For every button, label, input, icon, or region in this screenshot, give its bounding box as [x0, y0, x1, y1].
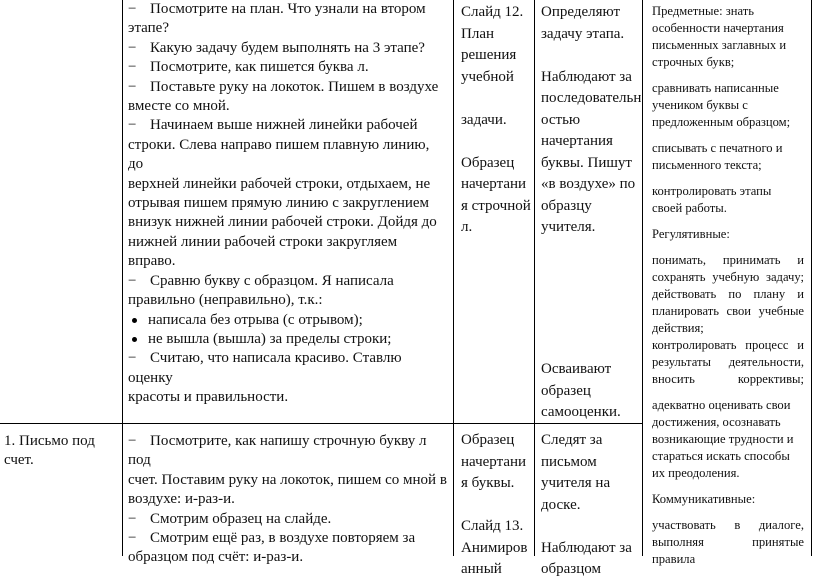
text-line [461, 88, 533, 110]
text-line: списывать с печатного и [652, 141, 783, 155]
text-line [128, 39, 448, 58]
text-line: письменных заглавных и [652, 38, 787, 52]
text-line: План [461, 25, 495, 42]
line-text: красоты и правильности. [128, 389, 289, 406]
line-text: Какую задачу будем выполнять на 3 этапе? [150, 39, 425, 56]
text-line: Определяют [541, 4, 621, 20]
text-line [128, 349, 448, 388]
line-text: образцом под счёт: и-раз-и. [128, 549, 304, 566]
line-text: Считаю, что написала красиво. Ставлю оценку [128, 350, 402, 386]
text-line [128, 78, 448, 97]
column-divider-4 [642, 0, 643, 556]
text-line: Образец [461, 432, 515, 448]
text-line: стараться искать способы [652, 449, 790, 463]
row2-materials [461, 430, 533, 581]
text-line [541, 516, 641, 538]
column-divider-5 [811, 0, 812, 556]
text-line: Следят за [541, 432, 603, 448]
text-line: действия; [652, 321, 704, 335]
text-line: задачи. [461, 111, 507, 128]
text-line [128, 233, 448, 272]
competency-block [652, 3, 804, 71]
line-text: Сравню букву с образцом. Я написала [150, 272, 394, 289]
text-line: контролировать процесс и [652, 338, 804, 352]
text-line: л. [461, 219, 473, 235]
text-line: учебной [461, 68, 514, 85]
text-line: Слайд 13. [461, 518, 524, 534]
line-text: Смотрим ещё раз, в воздухе повторяем за [150, 530, 416, 547]
line-text: Посмотрите, как пишется буква л. [150, 59, 369, 76]
text-line: Предметные: знать [652, 4, 754, 18]
competency-block [652, 183, 804, 217]
column-divider-2 [453, 0, 454, 556]
text-line [128, 136, 448, 175]
text-line: буквы. Пишут [541, 154, 632, 171]
line-text: Посмотрите, как напишу строчную букву л под [128, 433, 427, 469]
text-line: образец [541, 382, 591, 399]
line-text: написала без отрыва (с отрывом); [148, 311, 363, 328]
competency-block [652, 80, 804, 131]
line-text: Смотрим образец на слайде. [150, 510, 332, 527]
text-line [128, 548, 448, 567]
text-line: последовательн [541, 90, 641, 106]
text-line: Образец [461, 154, 515, 171]
text-line: планировать свои учебные [652, 304, 804, 318]
column-divider-1 [122, 0, 123, 556]
text-line [128, 0, 448, 19]
competency-block [652, 140, 804, 174]
text-line: начертания [541, 133, 613, 149]
text-line: своей работы. [652, 201, 727, 215]
text-line: строчных букв; [652, 55, 735, 69]
text-line: контролировать этапы [652, 184, 772, 198]
text-line: образцу [541, 197, 592, 214]
text-line [128, 97, 448, 116]
text-line: Коммуникативные: [652, 492, 756, 506]
text-line: действовать по плану и [652, 287, 804, 301]
line-text: этапе? [128, 20, 169, 37]
line-text: воздухе: и-раз-и. [128, 491, 235, 508]
bullet-item [128, 330, 448, 349]
competency-block [652, 226, 804, 243]
text-line: вносить коррективы; [652, 372, 804, 386]
line-text: внизук нижней линии рабочей строки. Дойдя до [128, 214, 437, 231]
text-line [128, 291, 448, 310]
text-line [128, 432, 448, 471]
text-line: письменного текста; [652, 158, 762, 172]
competency-block [652, 252, 804, 388]
text-line [128, 116, 448, 135]
text-line: достижения, осознавать [652, 415, 781, 429]
text-line: анный [461, 561, 502, 577]
text-line: Регулятивные: [652, 227, 730, 241]
text-line: их преодоления. [652, 466, 740, 480]
text-line [128, 388, 448, 407]
text-line: начертани [461, 453, 527, 470]
column-divider-3 [534, 0, 535, 556]
text-line: участвовать в диалоге, [652, 518, 804, 532]
text-line [128, 58, 448, 77]
text-line: я строчной [461, 197, 531, 214]
row1-student-actions-bottom [541, 359, 641, 424]
text-line: учителя. [541, 219, 596, 235]
text-line [128, 213, 448, 232]
text-line: Анимиров [461, 539, 528, 556]
text-line: особенности начертания [652, 21, 784, 35]
line-text: нижней линии рабочей строки закругляем вправо. [128, 233, 398, 270]
text-line: адекватно оценивать свои [652, 398, 791, 412]
text-line: счет. [4, 452, 34, 469]
text-line: остью [541, 111, 581, 128]
text-line: образцом [541, 561, 601, 577]
text-line: 1. Письмо под [4, 433, 95, 449]
text-line: учеником буквы с [652, 98, 748, 112]
text-line [541, 45, 641, 67]
competencies-column [652, 3, 804, 568]
competency-block [652, 491, 804, 508]
text-line [128, 510, 448, 529]
row1-student-actions [541, 2, 641, 239]
text-line: Наблюдают за [541, 539, 632, 556]
text-line: «в воздухе» по [541, 176, 636, 192]
text-line: сохранять учебную задачу; [652, 270, 804, 284]
row2-student-actions [541, 430, 641, 581]
text-line [128, 175, 448, 194]
text-line: результаты деятельности, [652, 355, 804, 369]
competency-block [652, 397, 804, 482]
competency-block [652, 517, 804, 568]
text-line: учителя на [541, 475, 611, 491]
line-text: Поставьте руку на локоток. Пишем в воздухе [150, 78, 439, 95]
text-line: Наблюдают за [541, 68, 632, 85]
text-line: письмом [541, 453, 597, 470]
text-line: доске. [541, 496, 581, 513]
line-text: вместе со мной. [128, 98, 230, 115]
text-line: понимать, принимать и [652, 253, 804, 267]
text-line: задачу этапа. [541, 25, 625, 42]
text-line: я буквы. [461, 475, 515, 491]
line-text: Посмотрите на план. Что узнали на втором [150, 1, 426, 17]
text-line: Слайд 12. [461, 4, 524, 20]
text-line [128, 529, 448, 548]
line-text: Начинаем выше нижней линейки рабочей [150, 117, 418, 134]
text-line: начертани [461, 176, 527, 192]
text-line: возникающие трудности и [652, 432, 794, 446]
text-line [128, 19, 448, 38]
text-line: сравнивать написанные [652, 81, 779, 95]
text-line: выполняя принятые правила [652, 535, 804, 566]
text-line [128, 272, 448, 291]
line-text: отрывая пишем прямую линию с закруглением [128, 195, 430, 212]
row1-materials [461, 2, 533, 239]
text-line [461, 495, 533, 517]
line-text: правильно (неправильно), т.к.: [128, 292, 323, 309]
row2-stage-title [4, 432, 120, 471]
text-line: решения [461, 47, 517, 63]
text-line [128, 194, 448, 213]
text-line: самооценки. [541, 404, 621, 420]
bullet-item [128, 311, 448, 330]
text-line [128, 490, 448, 509]
text-line: Осваивают [541, 361, 612, 377]
line-text: счет. Поставим руку на локоток, пишем со мной в [128, 471, 447, 488]
line-text: строки. Слева направо пишем плавную линию, до [128, 136, 430, 173]
text-line: предложенным образцом; [652, 115, 791, 129]
row1-teacher-actions [128, 0, 448, 408]
line-text: верхней линейки рабочей строки, отдыхаем, не [128, 175, 431, 192]
text-line [461, 131, 533, 153]
line-text: не вышла (вышла) за пределы строки; [148, 330, 392, 347]
text-line [128, 471, 448, 490]
row2-teacher-actions [128, 432, 448, 568]
